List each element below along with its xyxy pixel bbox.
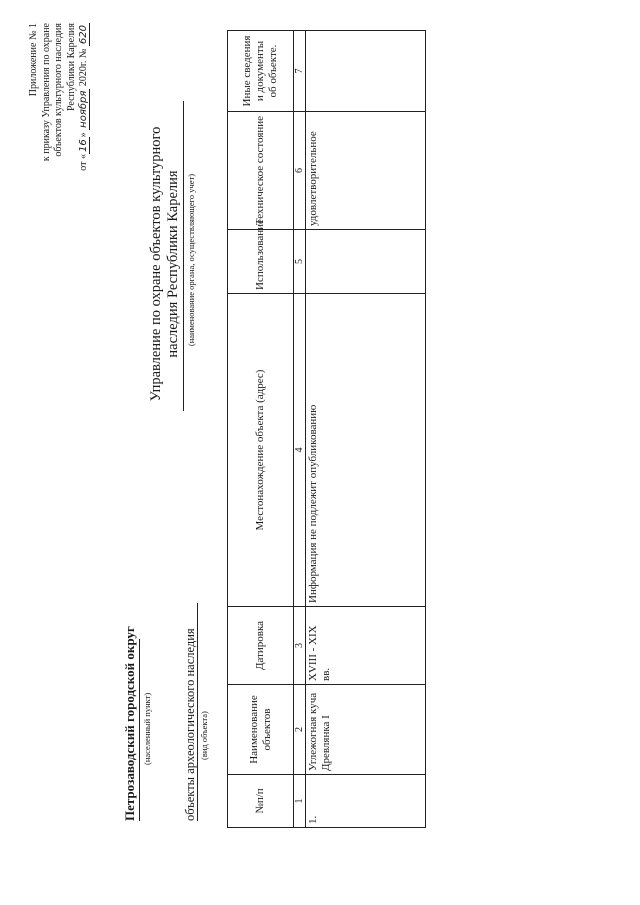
col-number: 6 (294, 112, 306, 230)
appendix-line-4: Республики Карелия (65, 23, 77, 112)
locality-underline (139, 639, 140, 821)
header-num: №п/п (228, 775, 294, 828)
header-other: Иные сведения и документы об объекте. (228, 31, 294, 112)
cell-condition: удовлетворительное (306, 112, 426, 230)
col-number: 7 (294, 31, 306, 112)
header-usage: Использование (228, 230, 294, 294)
objects-table (227, 30, 426, 828)
date-number: 620 (78, 25, 89, 45)
date-prefix: от « (78, 154, 89, 171)
table-header-row (228, 31, 294, 828)
cell-other (306, 31, 426, 112)
header-dating: Датировка (228, 607, 294, 685)
header-name: Наименование объектов (228, 685, 294, 775)
object-kind-underline (197, 603, 198, 821)
cell-dating: XVIII - XIX вв. (306, 607, 426, 685)
date-day: 16 (78, 139, 89, 153)
locality-caption: (населенный пункт) (142, 692, 152, 765)
agency-line-1: Управление по охране объектов культурного (148, 126, 164, 402)
object-kind-caption: (вид объекта) (199, 711, 209, 760)
agency-underline (183, 101, 184, 411)
cell-usage (306, 230, 426, 294)
appendix-line-3: объектов культурного наследия (53, 23, 64, 157)
table-column-numbers (294, 31, 306, 828)
date-month: ноября (78, 90, 89, 128)
object-kind: объекты археологического наследия (183, 628, 197, 821)
col-number: 1 (294, 775, 306, 828)
agency-caption: (наименование органа, осуществляющего учет) (186, 173, 196, 347)
date-year: 2020г. № (78, 48, 89, 87)
cell-name: Углежогная куча Древлянка I (306, 685, 426, 775)
col-number: 5 (294, 230, 306, 294)
header-condition: Техническое состояние (228, 112, 294, 230)
col-number: 3 (294, 607, 306, 685)
appendix-line-2: к приказу Управления по охране (40, 23, 52, 162)
appendix-date-line (78, 23, 91, 203)
agency-line-2: наследия Республики Карелия (165, 170, 181, 358)
col-number: 2 (294, 685, 306, 775)
table-row (306, 31, 426, 828)
appendix-block (28, 23, 91, 203)
agency-title (148, 99, 182, 429)
appendix-line-1: Приложение № 1 (28, 23, 39, 97)
date-mid: » (78, 132, 89, 138)
cell-num: 1. (306, 775, 426, 828)
col-number: 4 (294, 294, 306, 607)
locality-name: Петрозаводский городской округ (122, 626, 137, 821)
cell-location: Информация не подлежит опубликованию (306, 294, 426, 607)
header-location: Местонахождение объекта (адрес) (228, 294, 294, 607)
